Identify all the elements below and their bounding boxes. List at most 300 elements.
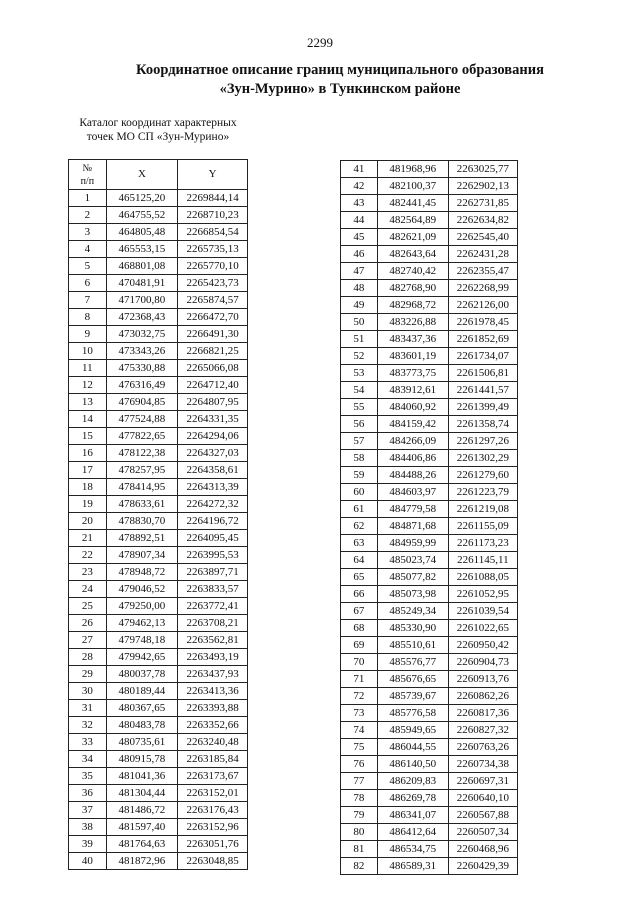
cell-y: 2266821,25 <box>178 343 248 360</box>
cell-number: 57 <box>341 433 378 450</box>
cell-number: 73 <box>341 705 378 722</box>
cell-y: 2260827,32 <box>448 722 517 739</box>
cell-number: 51 <box>341 331 378 348</box>
table-row <box>69 564 248 581</box>
table-row <box>341 501 518 518</box>
cell-number: 36 <box>69 785 107 802</box>
page-number: 2299 <box>307 35 333 50</box>
table-row <box>69 666 248 683</box>
cell-number: 30 <box>69 683 107 700</box>
cell-x: 475330,88 <box>106 360 178 377</box>
cell-number: 29 <box>69 666 107 683</box>
cell-y: 2260468,96 <box>448 841 517 858</box>
table-row <box>341 229 518 246</box>
table-row <box>69 428 248 445</box>
cell-x: 485739,67 <box>377 688 448 705</box>
cell-x: 481304,44 <box>106 785 178 802</box>
cell-y: 2264807,95 <box>178 394 248 411</box>
table-row <box>69 598 248 615</box>
cell-y: 2261219,08 <box>448 501 517 518</box>
cell-number: 49 <box>341 297 378 314</box>
table-row <box>341 246 518 263</box>
cell-x: 486412,64 <box>377 824 448 841</box>
table-row <box>341 841 518 858</box>
cell-number: 81 <box>341 841 378 858</box>
cell-y: 2260507,34 <box>448 824 517 841</box>
cell-x: 485776,58 <box>377 705 448 722</box>
cell-x: 484779,58 <box>377 501 448 518</box>
cell-x: 479748,18 <box>106 632 178 649</box>
cell-y: 2264712,40 <box>178 377 248 394</box>
cell-y: 2261039,54 <box>448 603 517 620</box>
cell-number: 28 <box>69 649 107 666</box>
cell-y: 2263152,96 <box>178 819 248 836</box>
cell-number: 17 <box>69 462 107 479</box>
table-row <box>69 751 248 768</box>
cell-y: 2260763,26 <box>448 739 517 756</box>
table-row <box>69 326 248 343</box>
cell-x: 472368,43 <box>106 309 178 326</box>
cell-y: 2263437,93 <box>178 666 248 683</box>
cell-number: 75 <box>341 739 378 756</box>
cell-y: 2261441,57 <box>448 382 517 399</box>
table-body-left <box>69 190 248 870</box>
cell-y: 2262126,00 <box>448 297 517 314</box>
cell-x: 484871,68 <box>377 518 448 535</box>
cell-y: 2264272,32 <box>178 496 248 513</box>
cell-x: 481764,63 <box>106 836 178 853</box>
cell-number: 15 <box>69 428 107 445</box>
cell-y: 2266491,30 <box>178 326 248 343</box>
cell-y: 2263048,85 <box>178 853 248 870</box>
cell-x: 484959,99 <box>377 535 448 552</box>
coordinates-table-right <box>340 160 518 875</box>
table-row <box>69 717 248 734</box>
cell-number: 7 <box>69 292 107 309</box>
cell-y: 2260734,38 <box>448 756 517 773</box>
table-row <box>341 178 518 195</box>
cell-number: 48 <box>341 280 378 297</box>
table-row <box>341 603 518 620</box>
table-row <box>69 275 248 292</box>
cell-x: 480915,78 <box>106 751 178 768</box>
cell-y: 2269844,14 <box>178 190 248 207</box>
table-row <box>341 382 518 399</box>
cell-x: 486534,75 <box>377 841 448 858</box>
cell-x: 470481,91 <box>106 275 178 292</box>
cell-x: 485676,65 <box>377 671 448 688</box>
cell-x: 485249,34 <box>377 603 448 620</box>
table-row <box>341 620 518 637</box>
cell-number: 45 <box>341 229 378 246</box>
table-row <box>69 581 248 598</box>
cell-number: 9 <box>69 326 107 343</box>
table-row <box>341 433 518 450</box>
cell-x: 479250,00 <box>106 598 178 615</box>
cell-x: 478907,34 <box>106 547 178 564</box>
cell-y: 2261297,26 <box>448 433 517 450</box>
cell-number: 19 <box>69 496 107 513</box>
cell-number: 62 <box>341 518 378 535</box>
table-row <box>69 632 248 649</box>
cell-y: 2262902,13 <box>448 178 517 195</box>
cell-y: 2263352,66 <box>178 717 248 734</box>
table-row <box>69 683 248 700</box>
table-row <box>341 807 518 824</box>
table-row <box>69 734 248 751</box>
cell-number: 10 <box>69 343 107 360</box>
cell-x: 480367,65 <box>106 700 178 717</box>
cell-x: 480483,78 <box>106 717 178 734</box>
cell-x: 471700,80 <box>106 292 178 309</box>
cell-number: 46 <box>341 246 378 263</box>
cell-y: 2262355,47 <box>448 263 517 280</box>
cell-x: 485510,61 <box>377 637 448 654</box>
table-row <box>341 365 518 382</box>
table-row <box>341 297 518 314</box>
cell-number: 71 <box>341 671 378 688</box>
cell-y: 2266854,54 <box>178 224 248 241</box>
cell-y: 2260640,10 <box>448 790 517 807</box>
cell-y: 2265874,57 <box>178 292 248 309</box>
cell-x: 485023,74 <box>377 552 448 569</box>
cell-number: 60 <box>341 484 378 501</box>
table-row <box>69 547 248 564</box>
table-row <box>341 824 518 841</box>
table-row <box>69 360 248 377</box>
table-row <box>341 314 518 331</box>
cell-number: 68 <box>341 620 378 637</box>
cell-y: 2260913,76 <box>448 671 517 688</box>
cell-x: 482643,64 <box>377 246 448 263</box>
table-row <box>341 654 518 671</box>
cell-y: 2263185,84 <box>178 751 248 768</box>
cell-number: 21 <box>69 530 107 547</box>
table-row <box>341 212 518 229</box>
cell-number: 35 <box>69 768 107 785</box>
table-row <box>69 530 248 547</box>
cell-y: 2263240,48 <box>178 734 248 751</box>
table-row <box>69 513 248 530</box>
cell-y: 2265770,10 <box>178 258 248 275</box>
cell-x: 481872,96 <box>106 853 178 870</box>
cell-y: 2263995,53 <box>178 547 248 564</box>
table-row <box>341 484 518 501</box>
cell-number: 42 <box>341 178 378 195</box>
cell-x: 473343,26 <box>106 343 178 360</box>
cell-number: 66 <box>341 586 378 603</box>
cell-number: 20 <box>69 513 107 530</box>
cell-x: 482441,45 <box>377 195 448 212</box>
cell-number: 31 <box>69 700 107 717</box>
cell-y: 2265735,13 <box>178 241 248 258</box>
cell-number: 27 <box>69 632 107 649</box>
cell-x: 478830,70 <box>106 513 178 530</box>
cell-y: 2263152,01 <box>178 785 248 802</box>
cell-number: 53 <box>341 365 378 382</box>
table-row <box>341 569 518 586</box>
cell-y: 2261506,81 <box>448 365 517 382</box>
cell-number: 76 <box>341 756 378 773</box>
cell-y: 2261399,49 <box>448 399 517 416</box>
table-row <box>69 479 248 496</box>
table-row <box>69 615 248 632</box>
cell-y: 2264095,45 <box>178 530 248 547</box>
cell-x: 484488,26 <box>377 467 448 484</box>
cell-x: 484603,97 <box>377 484 448 501</box>
cell-y: 2260862,26 <box>448 688 517 705</box>
cell-number: 43 <box>341 195 378 212</box>
cell-x: 482968,72 <box>377 297 448 314</box>
cell-x: 479462,13 <box>106 615 178 632</box>
cell-x: 481486,72 <box>106 802 178 819</box>
table-row <box>341 586 518 603</box>
table-row <box>69 836 248 853</box>
cell-number: 50 <box>341 314 378 331</box>
table-caption <box>58 116 258 144</box>
cell-x: 483226,88 <box>377 314 448 331</box>
table-row <box>69 445 248 462</box>
cell-number: 23 <box>69 564 107 581</box>
cell-x: 483437,36 <box>377 331 448 348</box>
cell-number: 63 <box>341 535 378 552</box>
cell-x: 477524,88 <box>106 411 178 428</box>
cell-y: 2261052,95 <box>448 586 517 603</box>
cell-number: 14 <box>69 411 107 428</box>
table-row <box>69 190 248 207</box>
cell-x: 476316,49 <box>106 377 178 394</box>
cell-y: 2260567,88 <box>448 807 517 824</box>
cell-x: 482100,37 <box>377 178 448 195</box>
header-y: Y <box>178 160 248 190</box>
cell-number: 40 <box>69 853 107 870</box>
cell-x: 473032,75 <box>106 326 178 343</box>
cell-x: 468801,08 <box>106 258 178 275</box>
caption-line-1: Каталог координат характерных <box>79 117 237 129</box>
table-row <box>69 785 248 802</box>
cell-x: 486044,55 <box>377 739 448 756</box>
cell-x: 478257,95 <box>106 462 178 479</box>
cell-y: 2261223,79 <box>448 484 517 501</box>
cell-x: 476904,85 <box>106 394 178 411</box>
cell-x: 486341,07 <box>377 807 448 824</box>
cell-y: 2266472,70 <box>178 309 248 326</box>
cell-x: 464755,52 <box>106 207 178 224</box>
cell-x: 465553,15 <box>106 241 178 258</box>
cell-number: 8 <box>69 309 107 326</box>
cell-y: 2261978,45 <box>448 314 517 331</box>
table-row <box>69 802 248 819</box>
table-row <box>69 853 248 870</box>
cell-y: 2263025,77 <box>448 161 517 178</box>
cell-x: 484060,92 <box>377 399 448 416</box>
cell-number: 70 <box>341 654 378 671</box>
cell-x: 479942,65 <box>106 649 178 666</box>
table-row <box>341 773 518 790</box>
table-row <box>69 394 248 411</box>
cell-number: 67 <box>341 603 378 620</box>
cell-number: 44 <box>341 212 378 229</box>
cell-y: 2264313,39 <box>178 479 248 496</box>
cell-y: 2261155,09 <box>448 518 517 535</box>
cell-y: 2261358,74 <box>448 416 517 433</box>
cell-y: 2260817,36 <box>448 705 517 722</box>
cell-y: 2264294,06 <box>178 428 248 445</box>
cell-number: 24 <box>69 581 107 598</box>
cell-number: 47 <box>341 263 378 280</box>
table-row <box>341 280 518 297</box>
cell-number: 34 <box>69 751 107 768</box>
cell-y: 2262731,85 <box>448 195 517 212</box>
cell-y: 2260697,31 <box>448 773 517 790</box>
cell-x: 480735,61 <box>106 734 178 751</box>
cell-y: 2263897,71 <box>178 564 248 581</box>
cell-number: 79 <box>341 807 378 824</box>
table-body-right <box>341 161 518 875</box>
cell-x: 479046,52 <box>106 581 178 598</box>
cell-x: 485949,65 <box>377 722 448 739</box>
cell-y: 2261734,07 <box>448 348 517 365</box>
cell-number: 33 <box>69 734 107 751</box>
cell-number: 41 <box>341 161 378 178</box>
cell-number: 56 <box>341 416 378 433</box>
table-row <box>341 348 518 365</box>
cell-number: 2 <box>69 207 107 224</box>
table-row <box>69 207 248 224</box>
cell-x: 483601,19 <box>377 348 448 365</box>
table-row <box>341 161 518 178</box>
cell-x: 484266,09 <box>377 433 448 450</box>
table-row <box>69 411 248 428</box>
cell-x: 481597,40 <box>106 819 178 836</box>
cell-y: 2262634,82 <box>448 212 517 229</box>
header-number <box>69 160 107 190</box>
cell-number: 77 <box>341 773 378 790</box>
cell-y: 2261279,60 <box>448 467 517 484</box>
cell-y: 2260429,39 <box>448 858 517 875</box>
table-row <box>69 224 248 241</box>
table-row <box>69 309 248 326</box>
table-row <box>341 263 518 280</box>
coordinates-table-left <box>68 159 248 870</box>
cell-number: 3 <box>69 224 107 241</box>
table-row <box>69 700 248 717</box>
cell-y: 2265423,73 <box>178 275 248 292</box>
cell-y: 2263708,21 <box>178 615 248 632</box>
cell-number: 18 <box>69 479 107 496</box>
header-x: X <box>106 160 178 190</box>
table-row <box>69 649 248 666</box>
cell-x: 480037,78 <box>106 666 178 683</box>
cell-y: 2261088,05 <box>448 569 517 586</box>
cell-number: 4 <box>69 241 107 258</box>
cell-x: 481041,36 <box>106 768 178 785</box>
cell-y: 2264196,72 <box>178 513 248 530</box>
cell-number: 54 <box>341 382 378 399</box>
table-row <box>341 195 518 212</box>
cell-x: 485576,77 <box>377 654 448 671</box>
cell-y: 2264358,61 <box>178 462 248 479</box>
cell-number: 59 <box>341 467 378 484</box>
table-row <box>341 722 518 739</box>
table-row <box>341 756 518 773</box>
table-row <box>69 768 248 785</box>
table-row <box>341 739 518 756</box>
cell-x: 485077,82 <box>377 569 448 586</box>
cell-x: 486269,78 <box>377 790 448 807</box>
cell-y: 2262431,28 <box>448 246 517 263</box>
cell-y: 2263833,57 <box>178 581 248 598</box>
table-row <box>341 450 518 467</box>
cell-x: 483912,61 <box>377 382 448 399</box>
cell-y: 2264331,35 <box>178 411 248 428</box>
table-row <box>341 331 518 348</box>
table-row <box>341 552 518 569</box>
cell-number: 12 <box>69 377 107 394</box>
cell-x: 465125,20 <box>106 190 178 207</box>
table-row <box>341 518 518 535</box>
table-row <box>69 462 248 479</box>
cell-x: 484406,86 <box>377 450 448 467</box>
cell-number: 78 <box>341 790 378 807</box>
cell-y: 2263493,19 <box>178 649 248 666</box>
table-row <box>341 705 518 722</box>
cell-y: 2263176,43 <box>178 802 248 819</box>
cell-number: 1 <box>69 190 107 207</box>
cell-number: 74 <box>341 722 378 739</box>
cell-number: 39 <box>69 836 107 853</box>
cell-x: 478414,95 <box>106 479 178 496</box>
caption-line-2: точек МО СП «Зун-Мурино» <box>86 131 230 143</box>
table-row <box>341 467 518 484</box>
table-row <box>69 496 248 513</box>
cell-number: 16 <box>69 445 107 462</box>
title-line-2: «Зун-Мурино» в Тункинском районе <box>219 81 461 97</box>
title-line-1: Координатное описание границ муниципального образования <box>136 62 544 78</box>
cell-number: 6 <box>69 275 107 292</box>
cell-number: 55 <box>341 399 378 416</box>
table-row <box>341 535 518 552</box>
cell-number: 25 <box>69 598 107 615</box>
cell-x: 478122,38 <box>106 445 178 462</box>
cell-number: 52 <box>341 348 378 365</box>
cell-y: 2262545,40 <box>448 229 517 246</box>
table-row <box>69 292 248 309</box>
cell-y: 2261173,23 <box>448 535 517 552</box>
cell-y: 2261852,69 <box>448 331 517 348</box>
cell-number: 69 <box>341 637 378 654</box>
table-row <box>341 790 518 807</box>
header-number-line-1: № <box>82 162 93 174</box>
table-row <box>341 671 518 688</box>
cell-x: 485073,98 <box>377 586 448 603</box>
cell-x: 486589,31 <box>377 858 448 875</box>
cell-number: 37 <box>69 802 107 819</box>
cell-number: 64 <box>341 552 378 569</box>
cell-number: 22 <box>69 547 107 564</box>
cell-number: 11 <box>69 360 107 377</box>
cell-number: 61 <box>341 501 378 518</box>
cell-x: 486140,50 <box>377 756 448 773</box>
cell-number: 38 <box>69 819 107 836</box>
cell-y: 2263562,81 <box>178 632 248 649</box>
cell-number: 5 <box>69 258 107 275</box>
cell-x: 485330,90 <box>377 620 448 637</box>
table-row <box>69 377 248 394</box>
cell-number: 32 <box>69 717 107 734</box>
header-number-line-2: п/п <box>80 175 95 187</box>
cell-y: 2260904,73 <box>448 654 517 671</box>
